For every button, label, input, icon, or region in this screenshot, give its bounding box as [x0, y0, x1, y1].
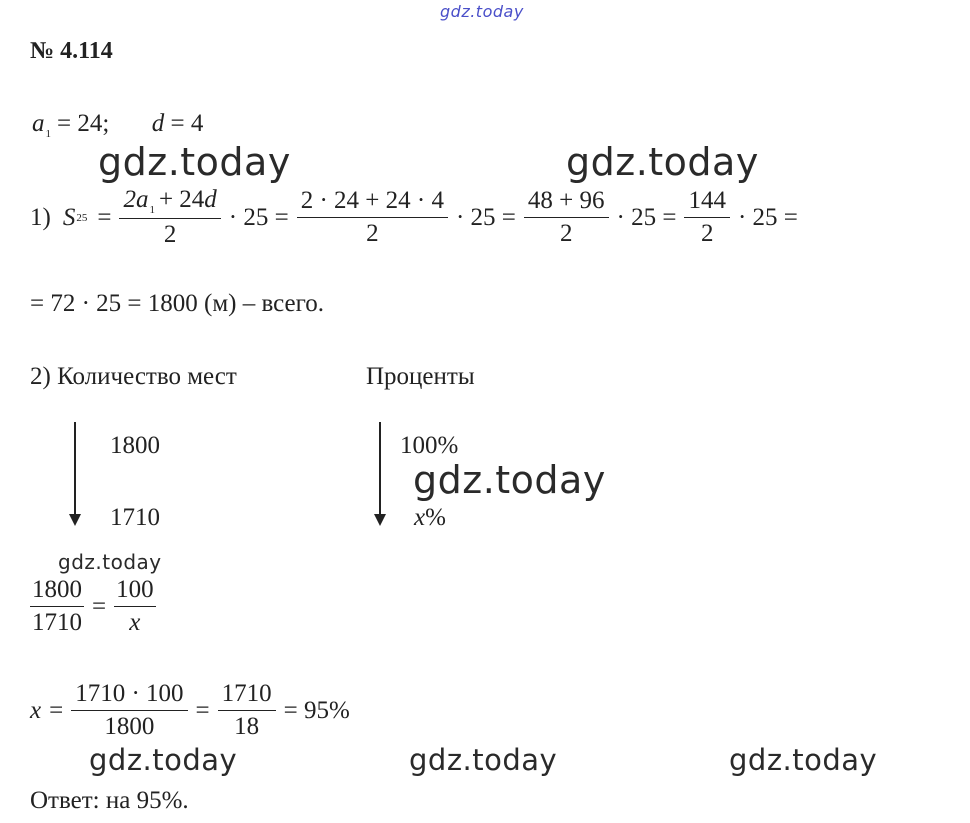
solution-x: x	[30, 696, 42, 724]
percent-arrow-icon	[374, 514, 386, 526]
step1-formula	[30, 186, 806, 249]
proportion-right-num: 100	[116, 576, 154, 603]
answer-line: Ответ: на 95%.	[30, 787, 189, 814]
fraction-1-num-sub: 1	[149, 204, 155, 216]
step1-fraction-1	[119, 186, 220, 249]
given-d-value: = 4	[170, 110, 204, 137]
given-a-symbol: a	[32, 110, 45, 137]
given-d-symbol: d	[151, 110, 165, 137]
watermark-top: gdz.today	[440, 2, 524, 21]
step1-equals: =	[97, 203, 112, 231]
step1-times-4: · 25 =	[737, 203, 798, 231]
solution-equals-2: =	[195, 696, 210, 724]
step1-result-line: = 72 · 25 = 1800 (м) – всего.	[30, 290, 325, 317]
watermark-bottom-1: gdz.today	[89, 743, 238, 777]
given-a-subscript: 1	[45, 128, 51, 140]
fraction-1-num-d: d	[204, 186, 217, 213]
percent-top-value: 100%	[400, 432, 459, 459]
watermark-line1-left: gdz.today	[98, 140, 291, 184]
step1-fraction-3	[524, 187, 609, 248]
fraction-1-num-a: 2a	[123, 186, 149, 213]
fraction-2-den: 2	[297, 217, 448, 248]
problem-title: № 4.114	[30, 38, 113, 64]
watermark-line1-right: gdz.today	[566, 140, 759, 184]
proportion	[30, 576, 156, 637]
step1-times-1: · 25 =	[228, 203, 289, 231]
proportion-left-num: 1800	[32, 576, 82, 603]
step1-times-3: · 25 =	[616, 203, 677, 231]
solution-fraction-1	[71, 680, 187, 741]
given-a-value: = 24;	[57, 110, 110, 137]
solution-equals-1: =	[49, 696, 64, 724]
proportion-right-fraction	[114, 576, 156, 637]
step1-s-subscript: 25	[76, 211, 88, 224]
proportion-right-den: x	[114, 606, 156, 637]
solution-result: = 95%	[283, 696, 350, 724]
solution-fraction-2-den: 18	[218, 710, 276, 741]
solution	[30, 680, 358, 741]
step2-places-label: 2) Количество мест	[30, 363, 237, 390]
places-arrow-icon	[69, 514, 81, 526]
fraction-1-den: 2	[119, 218, 220, 249]
step1-fraction-2	[297, 187, 448, 248]
proportion-left-den: 1710	[30, 606, 84, 637]
step1-fraction-4	[684, 187, 730, 248]
fraction-3-den: 2	[524, 217, 609, 248]
places-arrow-line	[74, 422, 76, 514]
solution-fraction-2-num: 1710	[221, 680, 272, 707]
solution-fraction-2	[218, 680, 276, 741]
percent-bottom-x: x	[414, 504, 426, 531]
fraction-2-num: 2 · 24 + 24 · 4	[300, 187, 444, 214]
fraction-3-num: 48 + 96	[527, 187, 605, 214]
watermark-bottom-3: gdz.today	[729, 743, 878, 777]
percent-bottom-value	[414, 504, 446, 532]
solution-fraction-1-num: 1710 · 100	[75, 680, 184, 707]
step2-percent-label: Проценты	[366, 363, 475, 390]
fraction-4-num: 144	[688, 187, 726, 214]
step1-times-2: · 25 =	[455, 203, 516, 231]
step1-s-symbol: S	[62, 203, 76, 231]
places-bottom-value: 1710	[110, 504, 160, 531]
places-top-value: 1800	[110, 432, 160, 459]
watermark-small: gdz.today	[58, 550, 162, 574]
watermark-middle: gdz.today	[413, 458, 606, 502]
percent-bottom-pct: %	[425, 504, 446, 531]
proportion-equals: =	[92, 592, 107, 620]
proportion-left-fraction	[30, 576, 84, 637]
step1-label: 1)	[30, 203, 51, 231]
fraction-1-num-rest: + 24	[158, 186, 205, 213]
fraction-4-den: 2	[684, 217, 730, 248]
solution-fraction-1-den: 1800	[71, 710, 187, 741]
percent-arrow-line	[379, 422, 381, 514]
watermark-bottom-2: gdz.today	[409, 743, 558, 777]
given-line	[32, 110, 203, 140]
